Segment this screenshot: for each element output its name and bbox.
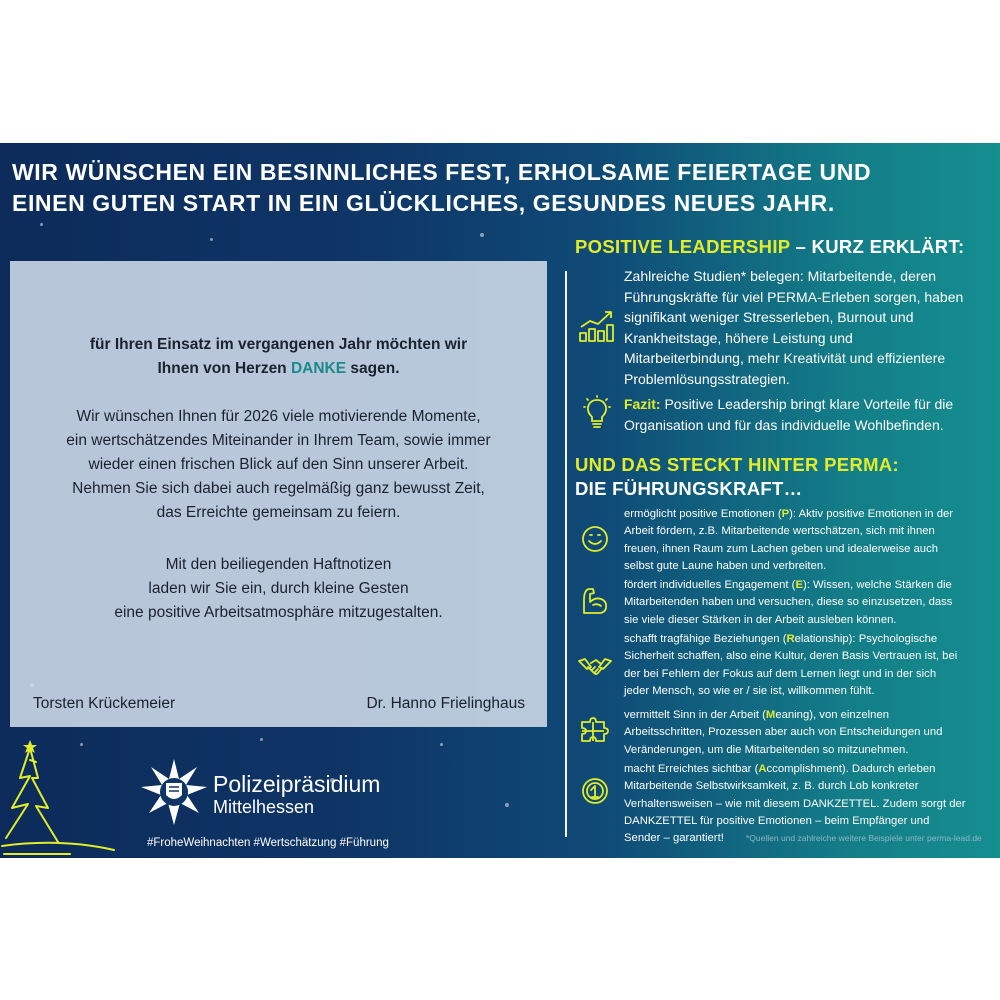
perma-item-pre: macht Erreichtes sichtbar ( bbox=[624, 763, 759, 775]
wishes-paragraph bbox=[10, 405, 547, 525]
section-title-accent: POSITIVE LEADERSHIP bbox=[575, 236, 791, 257]
sticky-notes-line: eine positive Arbeitsatmosphäre mitzugestalten. bbox=[114, 604, 443, 621]
perma-item-line: Veränderungen, um die Mitarbeitenden so mitzunehmen. bbox=[624, 743, 909, 756]
thanks-line-2-post: sagen. bbox=[346, 360, 400, 377]
studies-line: Problemlösungsstrategien. bbox=[624, 370, 790, 387]
perma-item-pre: schafft tragfähige Beziehungen ( bbox=[624, 633, 787, 645]
perma-item-line: Mitarbeitende Selbstwirksamkeit, z. B. durch Lob konkreter bbox=[624, 780, 919, 793]
christmas-tree-icon bbox=[0, 738, 120, 858]
fazit-text: Positive Leadership bringt klare Vorteile für die bbox=[660, 396, 954, 412]
perma-item-line: Mitarbeitenden haben und versuchen, diese so einzusetzen, dass bbox=[624, 596, 953, 609]
sticky-notes-paragraph bbox=[10, 553, 547, 625]
thanks-line-2 bbox=[10, 357, 547, 381]
police-star-icon bbox=[139, 757, 209, 827]
perma-item-line: der bei Fehlern der Fokus auf dem Lernen liegt und in der sich bbox=[624, 667, 937, 680]
hashtags: #FroheWeihnachten #Wertschätzung #Führung bbox=[147, 837, 389, 849]
greeting-card bbox=[0, 143, 1000, 858]
perma-item-line: sie viele dieser Stärken in der Arbeit ausleben können. bbox=[624, 613, 897, 626]
puzzle-icon bbox=[580, 717, 610, 743]
wishes-line: wieder einen frischen Blick auf den Sinn unserer Arbeit. bbox=[88, 456, 469, 473]
perma-item-line: Sicherheit schaffen, also eine Kultur, deren Basis Vertrauen ist, bei bbox=[624, 650, 958, 663]
fazit-label: Fazit: bbox=[624, 396, 661, 412]
logo-name: Polizeipräsidium bbox=[213, 771, 381, 797]
perma-item-first-line bbox=[624, 761, 994, 778]
perma-item-p bbox=[624, 506, 994, 575]
medal-icon bbox=[581, 776, 609, 806]
signature-left: Torsten Krückemeier bbox=[33, 695, 176, 712]
snowflake bbox=[505, 803, 509, 807]
perma-letter: A bbox=[758, 763, 767, 775]
perma-item-line: freuen, ihnen Raum zum Lachen geben und idealerweise auch bbox=[624, 542, 939, 555]
headline bbox=[12, 157, 992, 219]
thanks-line-2-pre: Ihnen von Herzen bbox=[157, 360, 291, 377]
perma-item-first-line bbox=[624, 506, 994, 523]
wishes-line: das Erreichte gemeinsam zu feiern. bbox=[156, 504, 401, 521]
perma-item-line: Verhaltensweisen – wie mit diesem DANKZETTEL. Zudem sorgt der bbox=[624, 797, 966, 810]
studies-line: Zahlreiche Studien* belegen: Mitarbeitende, deren bbox=[624, 268, 937, 284]
perma-item-first-line bbox=[624, 707, 994, 724]
snowflake bbox=[260, 738, 263, 741]
perma-item-pre: vermittelt Sinn in der Arbeit ( bbox=[624, 709, 766, 721]
perma-letter: P bbox=[781, 508, 790, 520]
wishes-line: Nehmen Sie sich dabei auch regelmäßig ganz bewusst Zeit, bbox=[72, 480, 485, 497]
perma-item-post: ccomplishment). Dadurch erleben bbox=[766, 763, 936, 775]
headline-line-2: EINEN GUTEN START IN EIN GLÜCKLICHES, GESUNDES NEUES JAHR. bbox=[12, 190, 835, 216]
studies-line: signifikant weniger Stresserleben, Burnout und bbox=[624, 309, 914, 326]
growth-chart-icon bbox=[578, 309, 614, 343]
perma-item-post: ): Wissen, welche Stärken die bbox=[802, 579, 952, 591]
perma-item-post: ): Aktiv positive Emotionen in der bbox=[789, 508, 954, 520]
footnote: *Quellen und zahlreiche weitere Beispiele unter perma-lead.de bbox=[746, 833, 982, 843]
perma-item-r bbox=[624, 631, 994, 700]
section-title-perma: UND DAS STECKT HINTER PERMA: bbox=[575, 454, 899, 475]
studies-line: Mitarbeiterbindung, mehr Kreativität und effizientere bbox=[624, 350, 946, 367]
perma-item-pre: ermöglicht positive Emotionen ( bbox=[624, 508, 782, 520]
wishes-line: ein wertschätzendes Miteinander in Ihrem Team, sowie immer bbox=[66, 432, 491, 449]
studies-line: Krankheitstage, höhere Leistung und bbox=[624, 329, 853, 346]
perma-item-post: elationship): Psychologische bbox=[794, 633, 938, 645]
perma-item-line: selbst gute Laune haben und verbreiten. bbox=[624, 559, 827, 572]
fazit-line-2: Organisation und für das individuelle Wohlbefinden. bbox=[624, 416, 944, 433]
perma-letter: E bbox=[795, 579, 803, 591]
vertical-divider bbox=[565, 271, 567, 837]
perma-item-line: jeder Mensch, so wie er / sie ist, willkommen fühlt. bbox=[624, 684, 875, 697]
perma-item-line: DANKZETTEL für positive Emotionen – beim Empfänger und bbox=[624, 814, 930, 827]
perma-letter: R bbox=[786, 633, 795, 645]
fazit-paragraph bbox=[624, 394, 994, 435]
sticky-notes-line: Mit den beiliegenden Haftnotizen bbox=[165, 556, 392, 573]
perma-item-line: Sender – garantiert! bbox=[624, 832, 724, 845]
snowflake bbox=[40, 223, 43, 226]
perma-item-line: Arbeitsschritten, Prozessen aber auch von Entscheidungen und bbox=[624, 726, 943, 739]
flexed-arm-icon bbox=[581, 586, 609, 616]
handshake-icon bbox=[578, 655, 612, 679]
wishes-line: Wir wünschen Ihnen für 2026 viele motivierende Momente, bbox=[76, 408, 481, 425]
perma-item-first-line bbox=[624, 631, 994, 648]
perma-letter: M bbox=[765, 709, 776, 721]
perma-item-post: eaning), von einzelnen bbox=[775, 709, 890, 721]
danke-highlight: DANKE bbox=[290, 360, 347, 377]
perma-item-first-line bbox=[624, 577, 994, 594]
section-title-positive-leadership bbox=[575, 236, 964, 258]
perma-item-e bbox=[624, 577, 994, 629]
section-title-rest: – KURZ ERKLÄRT: bbox=[790, 236, 965, 257]
perma-item-line: Arbeit fördern, z.B. Mitarbeitende wertschätzen, sich mit ihnen bbox=[624, 525, 935, 538]
lightbulb-icon bbox=[583, 395, 611, 431]
sticky-notes-line: laden wir Sie ein, durch kleine Gesten bbox=[148, 580, 409, 597]
thanks-line-1: für Ihren Einsatz im vergangenen Jahr möchten wir bbox=[89, 336, 468, 353]
smiley-icon bbox=[581, 525, 609, 553]
studies-line: Führungskräfte für viel PERMA-Erleben sorgen, haben bbox=[624, 288, 964, 305]
signature-right: Dr. Hanno Frielinghaus bbox=[366, 695, 525, 712]
snowflake bbox=[480, 233, 484, 237]
snowflake bbox=[210, 238, 213, 241]
thanks-paragraph bbox=[10, 333, 547, 381]
studies-paragraph bbox=[624, 266, 994, 390]
perma-item-pre: fördert individuelles Engagement ( bbox=[624, 579, 796, 591]
fazit-line-1 bbox=[624, 394, 994, 415]
perma-item-m bbox=[624, 707, 994, 759]
section-subtitle-fuehrungskraft: DIE FÜHRUNGSKRAFT… bbox=[575, 478, 803, 499]
headline-line-1: WIR WÜNSCHEN EIN BESINNLICHES FEST, ERHOLSAME FEIERTAGE UND bbox=[12, 159, 872, 185]
letter-panel bbox=[10, 261, 547, 727]
snowflake bbox=[440, 743, 443, 746]
logo-region: Mittelhessen bbox=[213, 797, 315, 817]
